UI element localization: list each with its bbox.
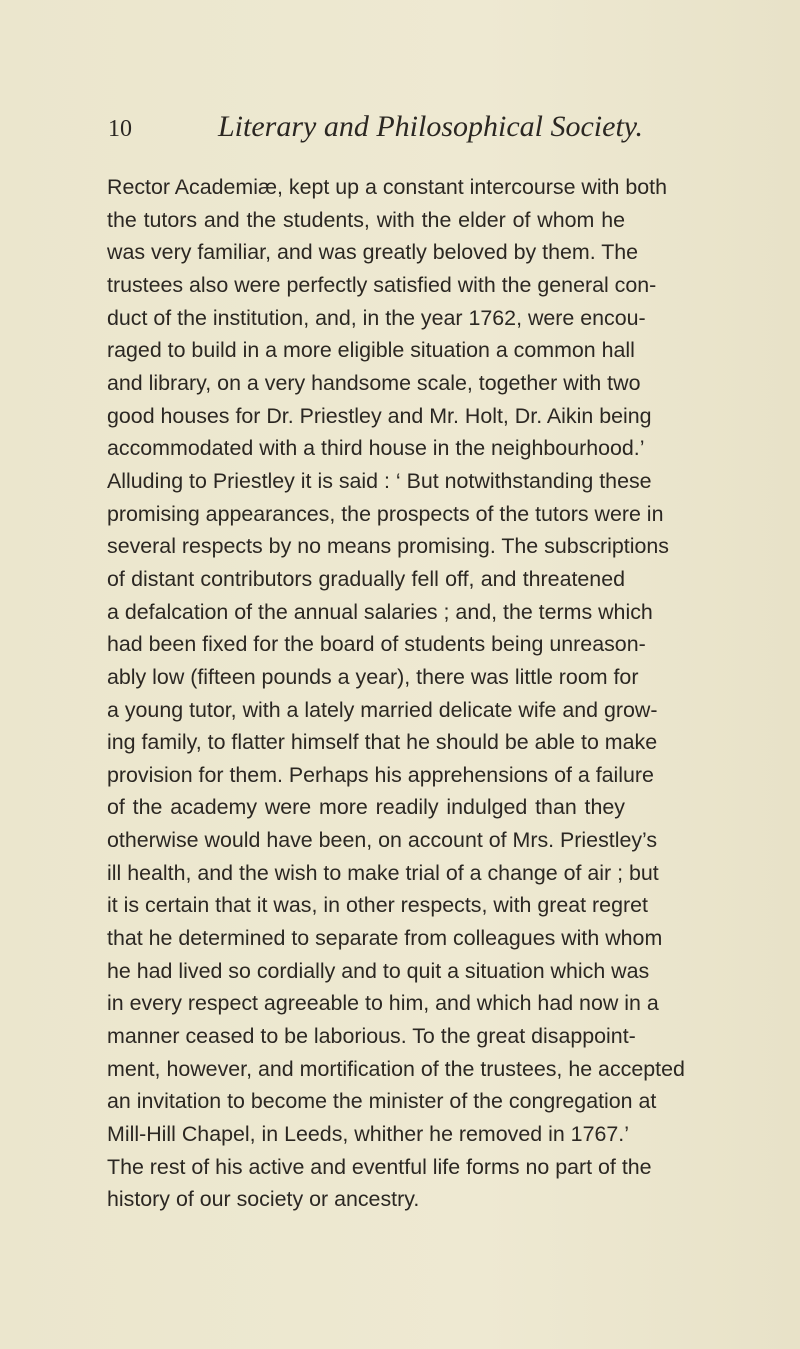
text-line: ment, however, and mortification of the trustees, he accepted (107, 1056, 685, 1081)
text-line: duct of the institution, and, in the year 1762, were encou- (107, 305, 646, 330)
text-line: otherwise would have been, on account of Mrs. Priestley’s (107, 828, 658, 853)
text-line: accommodated with a third house in the neighbourhood.’ (107, 436, 645, 461)
text-line: Alluding to Priestley it is said : ‘ But notwithstanding these (107, 468, 652, 493)
text-line: and library, on a very handsome scale, together with two (107, 370, 641, 395)
text-line: promising appearances, the prospects of the tutors were in (107, 501, 664, 526)
text-line: history of our society or ancestry. (107, 1187, 420, 1212)
text-line: trustees also were perfectly satisfied with the general con- (107, 272, 657, 297)
text-line: the tutors and the students, with the elder of whom he (107, 207, 625, 232)
text-line: The rest of his active and eventful life forms no part of the (107, 1154, 652, 1179)
text-line: manner ceased to be laborious. To the great disappoint- (107, 1024, 636, 1049)
text-line: an invitation to become the minister of the congregation at (107, 1089, 657, 1114)
text-line: it is certain that it was, in other respects, with great regret (107, 893, 648, 918)
text-line: he had lived so cordially and to quit a situation which was (107, 958, 650, 983)
body-text (107, 171, 685, 1216)
text-line: was very familiar, and was greatly beloved by them. The (107, 240, 639, 265)
text-line: ill health, and the wish to make trial of a change of air ; but (107, 860, 659, 885)
text-line: provision for them. Perhaps his apprehensions of a failure (107, 762, 654, 787)
running-title: Literary and Philosophical Society. (218, 110, 643, 143)
page-number: 10 (108, 116, 132, 142)
text-line: of distant contributors gradually fell off, and threatened (107, 566, 625, 591)
text-line: ably low (fifteen pounds a year), there was little room for (107, 664, 639, 689)
text-line: ing family, to flatter himself that he should be able to make (107, 730, 658, 755)
text-line: that he determined to separate from colleagues with whom (107, 926, 663, 951)
text-line: a young tutor, with a lately married delicate wife and grow- (107, 697, 658, 722)
text-line: a defalcation of the annual salaries ; and, the terms which (107, 599, 653, 624)
text-line: good houses for Dr. Priestley and Mr. Holt, Dr. Aikin being (107, 403, 652, 428)
page-header (108, 110, 643, 150)
text-line: raged to build in a more eligible situation a common hall (107, 338, 635, 363)
text-line: several respects by no means promising. The subscriptions (107, 534, 669, 559)
text-line: in every respect agreeable to him, and which had now in a (107, 991, 659, 1016)
text-line: had been fixed for the board of students being unreason- (107, 632, 646, 657)
text-line: Mill-Hill Chapel, in Leeds, whither he removed in 1767.’ (107, 1122, 629, 1147)
text-line: Rector Academiæ, kept up a constant intercourse with both (107, 175, 668, 199)
text-line: of the academy were more readily indulged than they (107, 795, 625, 820)
